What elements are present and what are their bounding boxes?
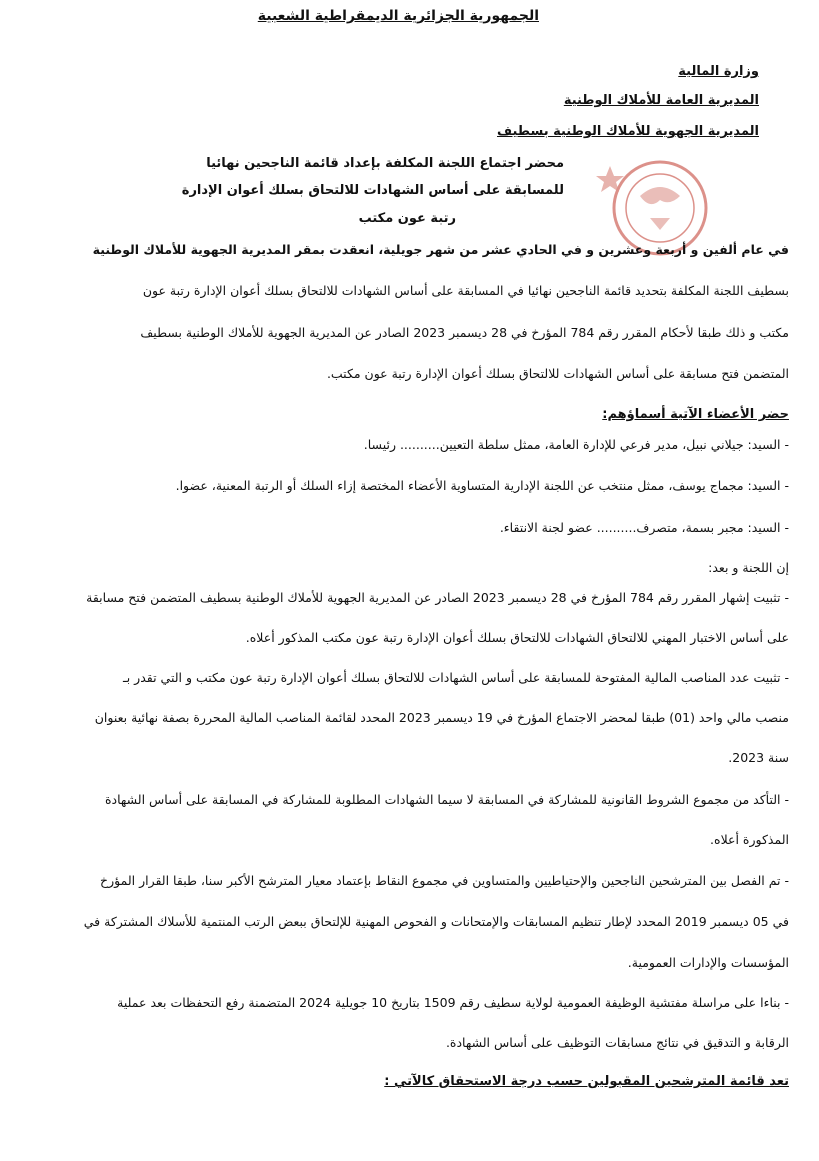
body-line-2: على أساس الاختبار المهني للالتحاق الشهادات للالتحاق بسلك أعوان الإدارة رتبة عون مكتب المذكور أعلاه. [245, 630, 789, 645]
body-line-1: - تثبيت إشهار المقرر رقم 784 المؤرخ في 28 ديسمبر 2023 الصادر عن المديرية الجهوية للأملاك الوطنية بسطيف المتضمن فتح مسابقة [86, 590, 789, 605]
intro-line-2: بسطيف اللجنة المكلفة بتحديد قائمة الناجحين نهائيا في المسابقة على أساس الشهادات للالتحاق بسلك أعوان الإدارة رتبة عون [142, 283, 789, 298]
member-3: - السيد: مجبر بسمة، متصرف.......... عضو لجنة الانتقاء. [499, 520, 789, 535]
body-line-4: منصب مالي واحد (01) طبقا لمحضر الاجتماع المؤرخ في 19 ديسمبر 2023 المحدد لقائمة المناصب المالية المحررة بصفة نهائية بعنوان [94, 710, 789, 725]
directorate-regional-label: المديرية الجهوية للأملاك الوطنية بسطيف [497, 124, 759, 139]
body-lead: إن اللجنة و بعد: [708, 560, 789, 575]
body-line-3: - تثبيت عدد المناصب المالية المفتوحة للمسابقة على أساس الشهادات للالتحاق بسلك أعوان الإدارة رتبة عون مكتب و التي تقدر بـ [123, 670, 789, 685]
body-line-6: - التأكد من مجموع الشروط القانونية للمشاركة في المسابقة لا سيما الشهادات المطلوبة للمشاركة في المسابقة على أساس الشهادة [104, 792, 789, 807]
republic-title: الجمهورية الجزائرية الديمقراطية الشعبية [257, 8, 539, 24]
body-line-10: المؤسسات والإدارات العمومية. [627, 955, 789, 970]
closing-heading: تعد قائمة المترشحين المقبولين حسب درجة الاستحقاق كالآتي : [384, 1074, 789, 1089]
title-line-3: رتبة عون مكتب [358, 211, 456, 226]
members-heading: حضر الأعضاء الآتية أسماؤهم: [602, 407, 789, 422]
title-line-1: محضر اجتماع اللجنة المكلفة بإعداد قائمة الناجحين نهائيا [206, 156, 564, 171]
member-2: - السيد: مجماج يوسف، ممثل منتخب عن اللجنة الإدارية المتساوية الأعضاء المختصة إزاء السلك أو الرتبة المعنية، عضوا. [175, 478, 789, 493]
ministry-label: وزارة المالية [678, 64, 759, 79]
body-line-9: في 05 ديسمبر 2019 المحدد لإطار تنظيم المسابقات والإمتحانات و الفحوص المهنية للإلتحاق ببعض الرتب المنتمية للأسلاك المشتركة في [83, 914, 789, 929]
body-line-7: المذكورة أعلاه. [710, 832, 789, 847]
directorate-general-label: المديرية العامة للأملاك الوطنية [563, 93, 759, 108]
member-1: - السيد: جيلاني نبيل، مدير فرعي للإدارة العامة، ممثل سلطة التعيين.......... رئيسا. [363, 437, 789, 452]
intro-line-1: في عام ألفين و أربعة وعشرين و في الحادي عشر من شهر جويلية، انعقدت بمقر المديرية الجهوية للأملاك الوطنية [92, 242, 789, 257]
body-line-12: الرقابة و التدقيق في نتائج مسابقات التوظيف على أساس الشهادة. [445, 1035, 789, 1050]
intro-line-3: مكتب و ذلك طبقا لأحكام المقرر رقم 784 المؤرخ في 28 ديسمبر 2023 الصادر عن المديرية الجهوية للأملاك الوطنية بسطيف [140, 325, 789, 340]
body-line-5: سنة 2023. [728, 750, 789, 765]
body-line-11: - بناءا على مراسلة مفتشية الوظيفة العمومية لولاية سطيف رقم 1509 بتاريخ 10 جويلية 2024 المتضمنة رفع التحفظات بعد عملية [117, 995, 789, 1010]
title-line-2: للمسابقة على أساس الشهادات للالتحاق بسلك أعوان الإدارة [181, 183, 564, 198]
body-line-8: - تم الفصل بين المترشحين الناجحين والإحتياطيين والمتساوين في مجموع النقاط بإعتماد معيار المترشح الأكبر سنا، طبقا القرار المؤرخ [100, 873, 789, 888]
intro-line-4: المتضمن فتح مسابقة على أساس الشهادات للالتحاق بسلك أعوان الإدارة رتبة عون مكتب. [326, 366, 789, 381]
